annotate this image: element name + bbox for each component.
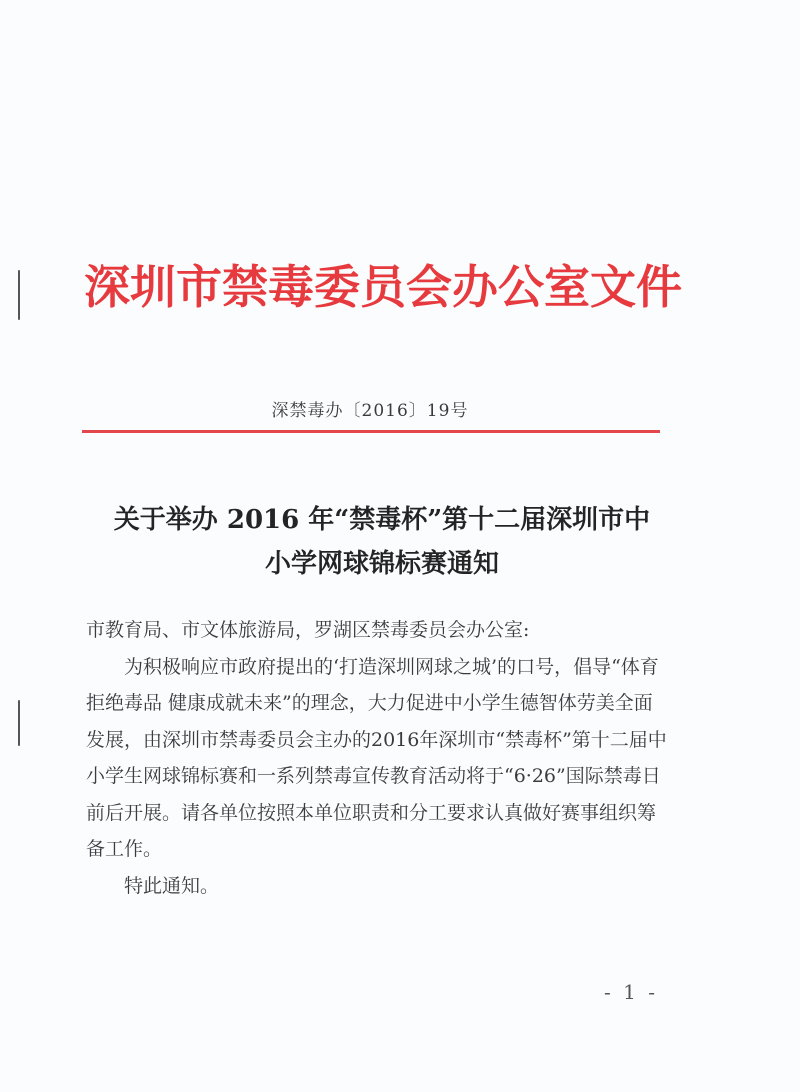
document-body — [86, 612, 668, 904]
binding-mark-bottom — [18, 700, 20, 746]
body-paragraph: 为积极响应市政府提出的‘打造深圳网球之城’的口号，倡导“体育拒绝毒品 健康成就未来”的理念，大力促进中小学生德智体劳美全面发展，由深圳市禁毒委员会主办的2016年深圳市“禁毒杯”第十二届中小学生网球锦标赛和一系列禁毒宣传教育活动将于“6·26”国际禁毒日前后开展。请各单位按照本单位职责和分工要求认真做好赛事组织筹备工作。 — [86, 655, 667, 860]
document-number: 深禁毒办〔2016〕19号 — [271, 401, 469, 421]
binding-mark-top — [18, 270, 20, 320]
title-line-2: 小学网球锦标赛通知 — [264, 549, 499, 579]
recipients-line: 市教育局、市文体旅游局，罗湖区禁毒委员会办公室: — [86, 619, 530, 641]
red-divider-line — [82, 430, 660, 433]
closing-line: 特此通知。 — [124, 874, 220, 897]
title-line-1: 关于举办 2016 年“禁毒杯”第十二届深圳市中 — [113, 505, 651, 535]
document-title — [82, 498, 682, 586]
page-number: - 1 - — [604, 980, 658, 1004]
document-masthead: 深圳市禁毒委员会办公室文件 — [84, 260, 682, 314]
